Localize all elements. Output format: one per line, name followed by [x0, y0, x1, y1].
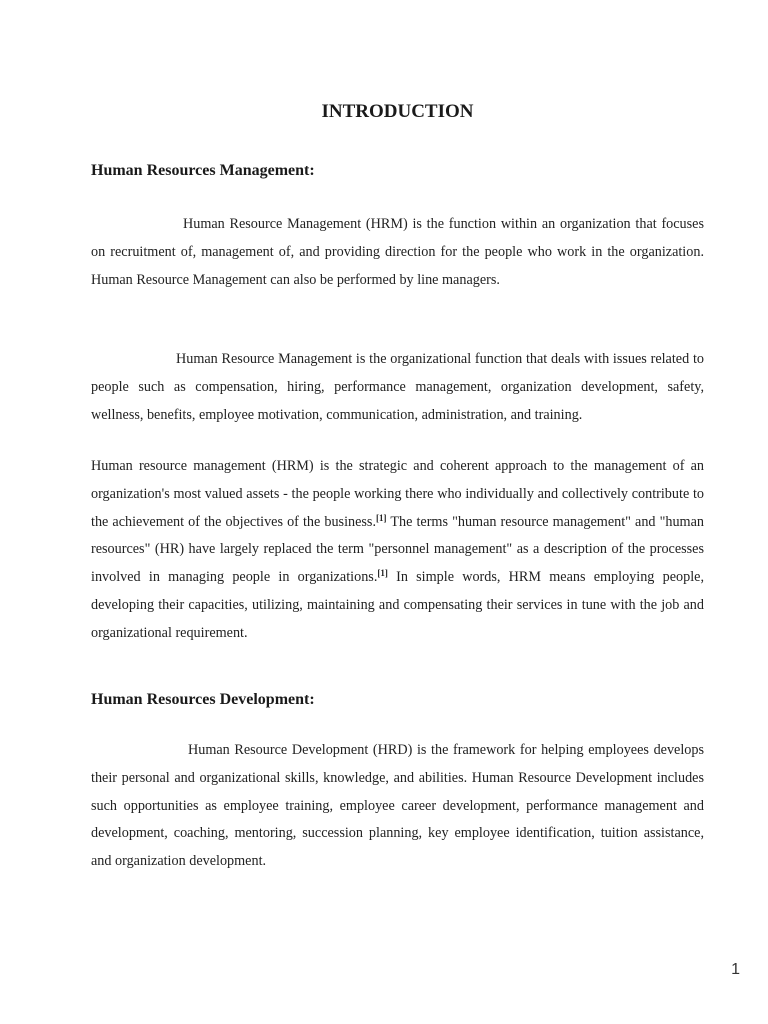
- citation-ref-2[interactable]: [1]: [377, 568, 388, 579]
- hrm-paragraph-1: Human Resource Management (HRM) is the function within an organization that focuses on recruitment of, management of, and providing direction for the people who work in the organization. Human Resource Management can also be performed by line managers.: [91, 216, 704, 288]
- page-title: INTRODUCTION: [321, 101, 474, 122]
- section-heading-hrm: Human Resources Management:: [91, 162, 315, 179]
- page-number: 1: [731, 961, 740, 978]
- hrm-paragraph-3: [91, 453, 704, 648]
- hrm-paragraph-2: Human Resource Management is the organizational function that deals with issues related to people such as compensation, hiring, performance management, organization development, safety, wellness, benefits, employee motivation, communication, administration, and training.: [91, 351, 704, 423]
- hrm-paragraph-3-text-b: The terms "human resource management" and "human resources" (HR) have largely replaced the term "personnel management" as a description of the processes involved in managing people in organizations.: [91, 513, 704, 586]
- section-heading-hrd: Human Resources Development:: [91, 691, 315, 708]
- hrm-paragraph-3-text-c: In simple words, HRM means employing people, developing their capacities, utilizing, maintaining and compensating their services in tune with the job and organizational requirement.: [91, 569, 704, 641]
- citation-ref-1[interactable]: [1]: [376, 512, 387, 523]
- hrd-paragraph-1: Human Resource Development (HRD) is the framework for helping employees develops their personal and organizational skills, knowledge, and abilities. Human Resource Development includes such opportunities as employee training, employee career development, performance management and development, coaching, mentoring, succession planning, key employee identification, tuition assistance, and organization development.: [91, 742, 704, 870]
- hrm-paragraph-3-text-a: Human resource management (HRM) is the strategic and coherent approach to the management of an organization's most valued assets - the people working there who individually and collectively contribute to the achievement of the objectives of the business.: [91, 458, 704, 530]
